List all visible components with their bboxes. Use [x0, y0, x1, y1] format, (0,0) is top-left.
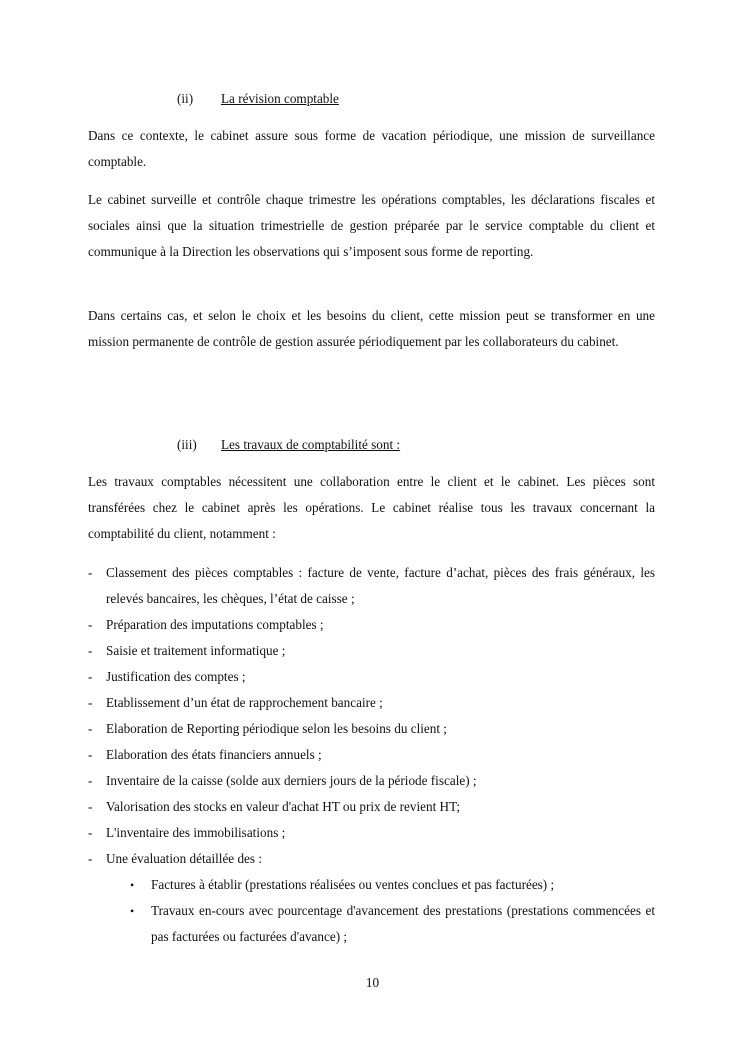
- evaluation-sublist: [130, 872, 655, 950]
- dash-marker: -: [88, 669, 93, 684]
- list-item-text: Préparation des imputations comptables ;: [106, 617, 324, 632]
- list-item-text: Inventaire de la caisse (solde aux derniers jours de la période fiscale) ;: [106, 773, 477, 788]
- sub-list-item: [130, 872, 655, 898]
- paragraph-intro: Les travaux comptables nécessitent une collaboration entre le client et le cabinet. Les pièces sont transférées chez le cabinet après les opérations. Le cabinet réalise tous les travaux concernant la comptabilité du client, notamment :: [88, 474, 655, 541]
- list-item-text: Elaboration de Reporting périodique selon les besoins du client ;: [106, 721, 447, 736]
- list-item: [88, 560, 655, 612]
- list-item-text: Justification des comptes ;: [106, 669, 246, 684]
- list-item-text: Une évaluation détaillée des :: [106, 851, 262, 866]
- section-title: La révision comptable: [221, 91, 339, 106]
- list-item: [88, 690, 655, 716]
- list-item-text: Etablissement d’un état de rapprochement bancaire ;: [106, 695, 383, 710]
- dash-marker: -: [88, 721, 93, 736]
- dash-marker: -: [88, 643, 93, 658]
- list-item: [88, 742, 655, 768]
- bullet-icon: •: [130, 904, 135, 918]
- sub-list-item-text: Travaux en-cours avec pourcentage d'avancement des prestations (prestations commencées et pas facturées ou facturées d'avance) ;: [151, 903, 655, 944]
- sub-list-item: [130, 898, 655, 950]
- list-item: [88, 846, 655, 872]
- list-item-text: L'inventaire des immobilisations ;: [106, 825, 286, 840]
- list-item: [88, 820, 655, 846]
- page-number: 10: [365, 975, 380, 990]
- list-item: [88, 638, 655, 664]
- list-item: [88, 664, 655, 690]
- section-number: (ii): [177, 91, 194, 106]
- list-item: [88, 768, 655, 794]
- bullet-icon: •: [130, 878, 135, 892]
- list-item-text: Classement des pièces comptables : facture de vente, facture d’achat, pièces des frais généraux, les relevés bancaires, les chèques, l’état de caisse ;: [106, 565, 655, 606]
- dash-marker: -: [88, 565, 93, 580]
- list-item: [88, 794, 655, 820]
- dash-marker: -: [88, 773, 93, 788]
- paragraph: Dans ce contexte, le cabinet assure sous forme de vacation périodique, une mission de surveillance comptable.: [88, 128, 655, 169]
- dash-marker: -: [88, 825, 93, 840]
- sub-list-item-text: Factures à établir (prestations réalisées ou ventes conclues et pas facturées) ;: [151, 877, 555, 892]
- list-item-text: Valorisation des stocks en valeur d'achat HT ou prix de revient HT;: [106, 799, 461, 814]
- paragraph: Dans certains cas, et selon le choix et les besoins du client, cette mission peut se transformer en une mission permanente de contrôle de gestion assurée périodiquement par les collaborateurs du cabinet.: [88, 308, 655, 349]
- list-item: [88, 716, 655, 742]
- dash-marker: -: [88, 747, 93, 762]
- task-list: [88, 560, 655, 872]
- dash-marker: -: [88, 851, 93, 866]
- paragraph: Le cabinet surveille et contrôle chaque trimestre les opérations comptables, les déclarations fiscales et sociales ainsi que la situation trimestrielle de gestion préparée par le service comptable du client et communique à la Direction les observations qui s’imposent sous forme de reporting.: [88, 192, 655, 259]
- dash-marker: -: [88, 695, 93, 710]
- list-item-text: Saisie et traitement informatique ;: [106, 643, 286, 658]
- section-number: (iii): [177, 437, 197, 452]
- list-item: [88, 612, 655, 638]
- dash-marker: -: [88, 617, 93, 632]
- list-item-text: Elaboration des états financiers annuels ;: [106, 747, 322, 762]
- dash-marker: -: [88, 799, 93, 814]
- section-title: Les travaux de comptabilité sont :: [221, 437, 401, 452]
